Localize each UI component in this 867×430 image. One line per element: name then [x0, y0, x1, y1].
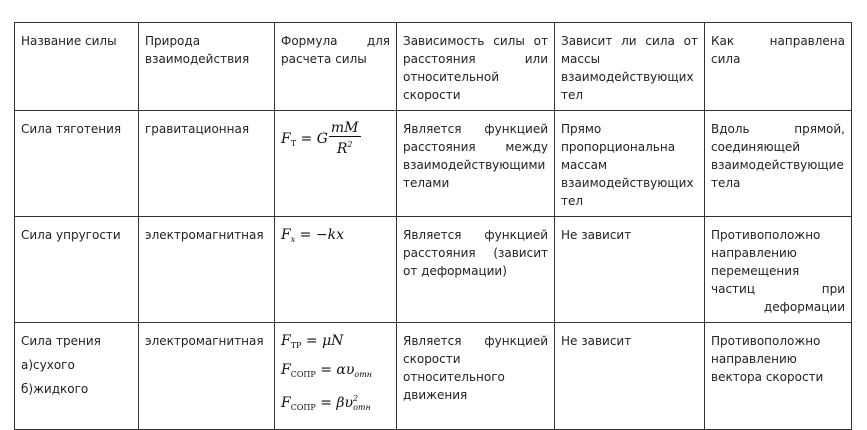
cell-nature: электромагнитная: [139, 217, 275, 323]
cell-name: Сила упругости: [15, 217, 139, 323]
formula-rhs-sub: отн: [354, 370, 373, 379]
formula-lhs: F: [281, 333, 291, 349]
formula-rhs-sup: 2: [353, 394, 359, 403]
cell-name: Сила тяготения: [15, 111, 139, 217]
cell-mass: Не зависит: [555, 323, 705, 430]
formula-lhs-sub: СОПР: [290, 370, 316, 379]
formula-rhs: = αυ: [315, 362, 355, 378]
cell-formula: [275, 217, 397, 323]
formula-den-base: R: [336, 141, 348, 157]
formula-rhs: = βυ: [315, 395, 354, 411]
cell-nature: электромагнитная: [139, 323, 275, 430]
direction-line: Противоположно: [711, 228, 821, 242]
cell-direction: Противоположно направлению вектора скорости: [705, 323, 852, 430]
formula-lhs-sub: Т: [290, 138, 297, 148]
drag-formula-linear: [281, 361, 390, 384]
direction-line: частиц при: [711, 282, 845, 296]
table-row: [15, 217, 852, 323]
direction-line: направлению: [711, 246, 797, 260]
header-direction: Как направлена сила: [705, 23, 852, 111]
header-name: Название силы: [15, 23, 139, 111]
direction-line: деформации: [763, 300, 845, 314]
friction-dry-label: а)сухого: [21, 358, 75, 372]
formula-den-sup: 2: [347, 140, 353, 149]
formula-lhs-sub: х: [290, 235, 296, 244]
formula-lhs-sub: ТР: [290, 341, 302, 350]
table-header-row: [15, 23, 852, 111]
gravity-formula: [281, 120, 361, 157]
cell-direction: Вдоль прямой, соединяющей взаимодействующие тела: [705, 111, 852, 217]
forces-table-wrapper: [14, 22, 852, 430]
header-distance: Зависимость силы от расстояния или относительной скорости: [397, 23, 555, 111]
formula-eq: =: [296, 130, 317, 147]
cell-mass: Не зависит: [555, 217, 705, 323]
cell-nature: гравитационная: [139, 111, 275, 217]
formula-fraction: [329, 120, 361, 157]
cell-distance: Является функцией скорости относительного движения: [397, 323, 555, 430]
formula-lhs: F: [281, 395, 291, 411]
cell-formula: [275, 323, 397, 430]
formula-lhs: F: [281, 130, 291, 147]
formula-rhs: = −kx: [295, 227, 344, 243]
table-row: [15, 323, 852, 430]
direction-line: перемещения: [711, 264, 800, 278]
forces-table: [14, 22, 852, 430]
formula-rhs: = μN: [301, 333, 344, 349]
header-mass: Зависит ли сила от массы взаимодействующих тел: [555, 23, 705, 111]
friction-fluid-label: б)жидкого: [21, 382, 89, 396]
header-formula: Формула для расчета силы: [275, 23, 397, 111]
cell-direction: [705, 217, 852, 323]
formula-rhs-sub: отн: [353, 403, 371, 412]
cell-distance: Является функцией расстояния между взаимодействующими телами: [397, 111, 555, 217]
cell-mass: Прямо пропорциональна массам взаимодействующих тел: [555, 111, 705, 217]
cell-distance: Является функцией расстояния (зависит от деформации): [397, 217, 555, 323]
drag-formula-quadratic: [281, 390, 390, 417]
cell-name: [15, 323, 139, 430]
cell-name-text: Сила трения: [21, 334, 101, 348]
header-nature: Природа взаимодействия: [139, 23, 275, 111]
formula-lhs: F: [281, 362, 291, 378]
formula-coef: G: [316, 130, 328, 147]
cell-formula: [275, 111, 397, 217]
elastic-formula: [281, 227, 344, 243]
formula-numerator: mM: [330, 120, 359, 136]
formula-lhs: F: [281, 227, 291, 243]
formula-lhs-sub: СОПР: [290, 403, 316, 412]
table-row: [15, 111, 852, 217]
formula-denominator: [329, 137, 361, 157]
friction-formula: [281, 332, 390, 355]
